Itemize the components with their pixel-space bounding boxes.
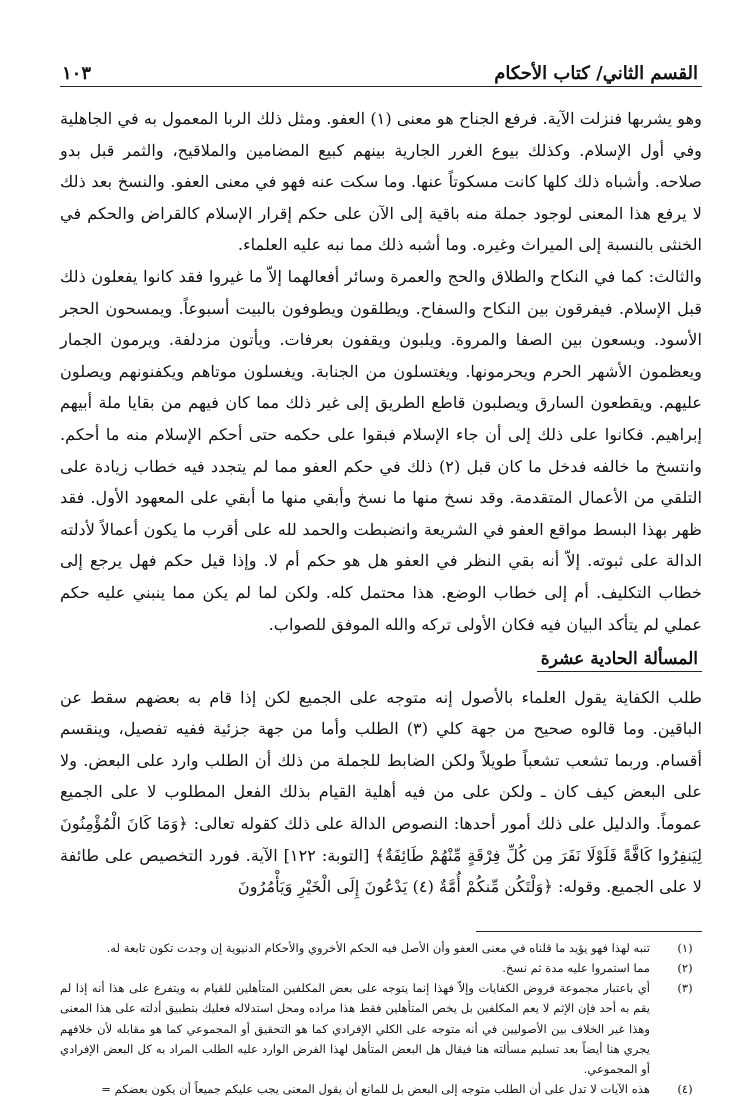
running-header (60, 50, 702, 84)
footnote-text: أي باعتبار مجموعة فروض الكفايات وإلاّ فهذا إنما يتوجه على بعض المكلفين المتأهلين للقيام به ويتفرع على هذا أنه إذا لم يقم به أحد فإن الإثم لا يعم المكلفين بل يخص المتأهلين فقط هذا مراده ومحل استدلاله فعليك بتطبيق أدلته على هذا المعنى وهذا غير الخلاف بين الأصوليين في أنه متوجه على الكلي الإفرادي كما هو التحقيق أو المجموعي كما هو مقابله لأن خلافهم يجري هنا أيضاً بعد تسليم مسألته هنا فيقال هل البعض المتأهل لهذا الفرض الوارد عليه الطلب المراد به كل البعض الإفرادي أو المجموعي. (60, 981, 650, 1077)
paragraph: طلب الكفاية يقول العلماء بالأصول إنه متوجه على الجميع لكن إذا قام به بعضهم سقط عن الباقين. وما قالوه صحيح من جهة كلي (٣) الطلب وأما من جهة جزئية ففيه تفصيل، وينقسم أقسام. وربما تشعب تشعباً طويلاً ولكن الضابط للجملة من ذلك أن الطلب وارد على البعض. ولا على البعض كيف كان ـ ولكن على من فيه أهلية القيام بذلك الفعل المطلوب لا على الجميع عموماً. والدليل على ذلك أمور أحدها: النصوص الدالة على ذلك كقوله تعالى: ﴿وَمَا كَانَ الْمُؤْمِنُونَ لِيَنفِرُوا كَافَّةً فَلَوْلَا نَفَرَ مِن كُلِّ فِرْقَةٍ مِّنْهُمْ طَائِفَةٌ﴾ [التوبة: ١٢٢] الآية. فورد التخصيص على طائفة لا على الجميع. وقوله: ﴿وَلْتَكُن مِّنكُمْ أُمَّةٌ (٤) يَدْعُونَ إِلَى الْخَيْرِ وَيَأْمُرُونَ (60, 687, 702, 897)
paragraph: وهو يشربها فنزلت الآية. فرفع الجناح هو معنى (١) العفو. ومثل ذلك الربا المعمول به في الجاهلية وفي أول الإسلام. وكذلك بيوع الغرر الجارية بينهم كبيع المضامين والملاقيح، والثمر قبل بدو صلاحه. وأشباه ذلك كلها كانت مسكوتاً عنها. وما سكت عنه فهو في معنى العفو. والنسخ بعد ذلك لا يرفع هذا المعنى لوجود جملة منه باقية إلى الآن على حكم إقرار الإسلام كالقراض والحكم في الخنثى بالنسبة إلى الميراث وغيره. وما أشبه ذلك مما نبه عليه العلماء. (60, 109, 702, 255)
footnote (60, 1079, 702, 1099)
footnote (60, 978, 702, 1079)
paragraph: والثالث: كما في النكاح والطلاق والحج والعمرة وسائر أفعالهما إلاّ ما غيروا فقد كانوا يفعلون ذلك قبل الإسلام. فيفرقون بين النكاح والسفاح. ويطلقون ويطوفون بالبيت أسبوعاً. ويمسحون الحجر الأسود. ويسعون بين الصفا والمروة. ويلبون ويقفون بعرفات. ويأتون مزدلفة. ويرمون الجمار ويعظمون الأشهر الحرم ويحرمونها. ويغتسلون من الجنابة. ويغسلون موتاهم ويكفنونهم ويصلون عليهم. ويقطعون السارق ويصلبون قاطع الطريق إلى غير ذلك مما كان فيهم من بقايا ملة أبيهم إبراهيم. فكانوا على ذلك إلى أن جاء الإسلام فبقوا على حكمه حتى أحكم الإسلام منه ما أحكم. وانتسخ ما خالفه فدخل ما كان قبل (٢) ذلك في حكم العفو مما لم يتجدد فيه خطاب زيادة على التلقي من الأعمال المتقدمة. وقد نسخ منها ما نسخ وأبقي منها ما أبقي على المعهود الأول. فقد ظهر بهذا البسط مواقع العفو في الشريعة وانضبطت والحمد لله على أقرب ما يكون أعمالاً لأدلته الدالة على ثبوته. إلاّ أنه بقي النظر في العفو هل هو حكم أم لا. وإذا قيل حكم فهل يرجع إلى خطاب التكليف. أم إلى خطاب الوضع. هذا محتمل كله. ولكن لما لم يكن مما ينبني عليه حكم عملي لم يتأكد البيان فيه فكان الأولى تركه والله الموفق للصواب. (60, 266, 702, 634)
page-number: ١٠٣ (62, 63, 92, 84)
footnote-number: (٤) (677, 1082, 693, 1097)
footnote (60, 938, 702, 958)
header-title: القسم الثاني/ كتاب الأحكام (494, 63, 698, 84)
footnote-divider (476, 931, 702, 932)
footnote-text: تنبه لهذا فهو يؤيد ما قلناه في معنى العفو وأن الأصل فيه الحكم الأخروي والأحكام الدنيوية إن وجدت تكون تابعة له. (106, 940, 650, 955)
section-heading-text: المسألة الحادية عشرة (537, 649, 702, 672)
footnote-text: هذه الآيات لا تدل على أن الطلب متوجه إلى البعض بل للمانع أن يقول المعنى يجب عليكم جميعاً أن يكون بعضكم = (101, 1082, 650, 1097)
footnote (60, 958, 702, 978)
main-text (60, 103, 702, 903)
section-heading (60, 644, 702, 676)
header-rule (60, 86, 702, 87)
book-page (60, 50, 702, 1099)
footnote-text: مما استمروا عليه مدة ثم نسخ. (502, 961, 650, 976)
footnote-number: (٣) (677, 981, 693, 996)
footnote-number: (٢) (677, 961, 693, 976)
footnotes (60, 938, 702, 1100)
footnote-number: (١) (677, 940, 693, 955)
